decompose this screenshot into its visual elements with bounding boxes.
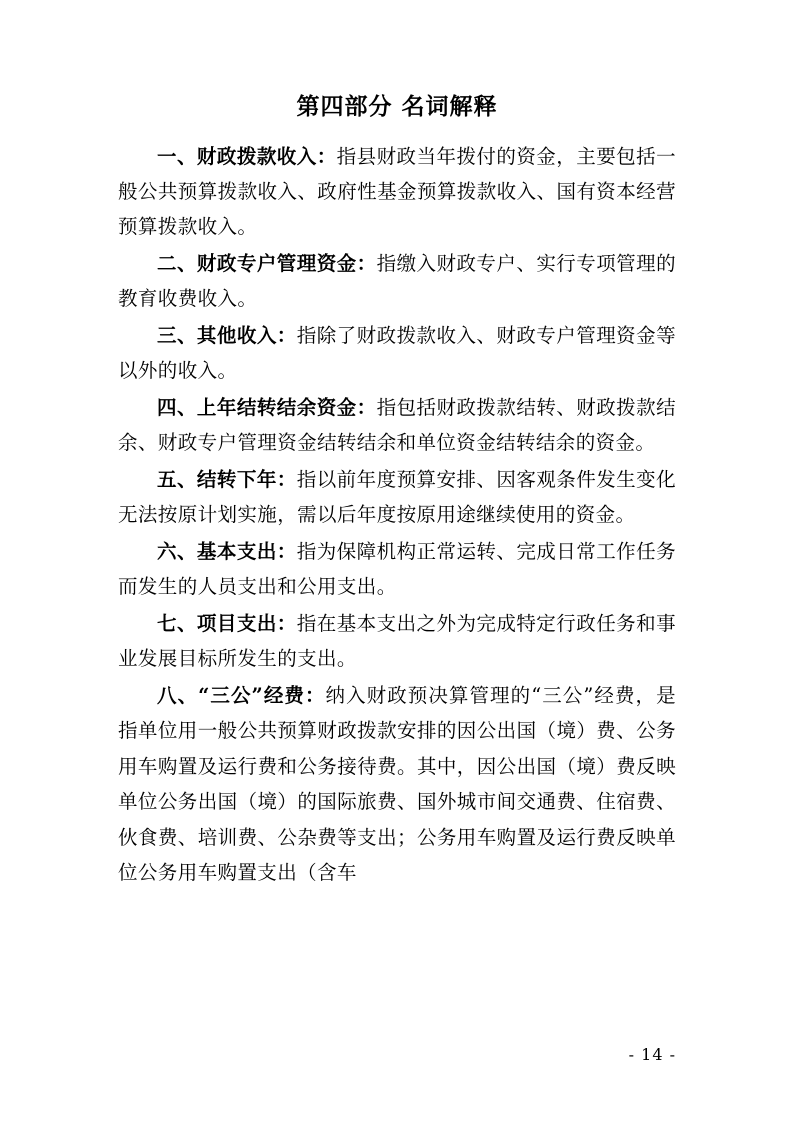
paragraph-7-term: 七、项目支出： <box>157 611 297 635</box>
paragraph-6-text: 指为保障机构正常运转、完成日常工作任务而发生的人员支出和公用支出。 <box>118 539 676 599</box>
paragraph-8-term: 八、“三公”经费： <box>157 683 326 707</box>
paragraph-3-text: 指除了财政拨款收入、财政专户管理资金等以外的收入。 <box>118 323 676 383</box>
paragraph-4 <box>118 390 676 461</box>
page-title: 第四部分 名词解释 <box>296 93 498 120</box>
paragraph-5-text: 指以前年度预算安排、因客观条件发生变化无法按原计划实施，需以后年度按原用途继续使用的资金。 <box>118 467 676 527</box>
paragraph-7-text: 指在基本支出之外为完成特定行政任务和事业发展目标所发生的支出。 <box>118 611 676 671</box>
paragraph-2-text: 指缴入财政专户、实行专项管理的教育收费收入。 <box>118 251 676 311</box>
paragraph-8-text: 纳入财政预决算管理的“三公”经费，是指单位用一般公共预算财政拨款安排的因公出国（境）费、公务用车购置及运行费和公务接待费。其中，因公出国（境）费反映单位公务出国（境）的国际旅费、国外城市间交通费、住宿费、伙食费、培训费、公杂费等支出；公务用车购置及运行费反映单位公务用车购置支出（含车 <box>118 683 676 885</box>
paragraph-1-text: 指县财政当年拨付的资金，主要包括一般公共预算拨款收入、政府性基金预算拨款收入、国有资本经营预算拨款收入。 <box>118 144 676 239</box>
paragraph-4-term: 四、上年结转结余资金： <box>157 395 377 419</box>
paragraph-3-term: 三、其他收入： <box>157 323 297 347</box>
paragraph-5 <box>118 462 676 533</box>
paragraph-7 <box>118 606 676 677</box>
paragraph-1-term: 一、财政拨款收入： <box>157 144 337 168</box>
page-number: - 14 - <box>628 1045 676 1064</box>
paragraph-1 <box>118 139 676 245</box>
paragraph-3 <box>118 318 676 389</box>
paragraph-6-term: 六、基本支出： <box>157 539 297 563</box>
paragraph-2-term: 二、财政专户管理资金： <box>157 251 377 275</box>
paragraph-2 <box>118 246 676 317</box>
paragraph-6 <box>118 534 676 605</box>
paragraph-8 <box>118 678 676 891</box>
paragraph-5-term: 五、结转下年： <box>157 467 297 491</box>
paragraph-4-text: 指包括财政拨款结转、财政拨款结余、财政专户管理资金结转结余和单位资金结转结余的资金。 <box>118 395 676 455</box>
